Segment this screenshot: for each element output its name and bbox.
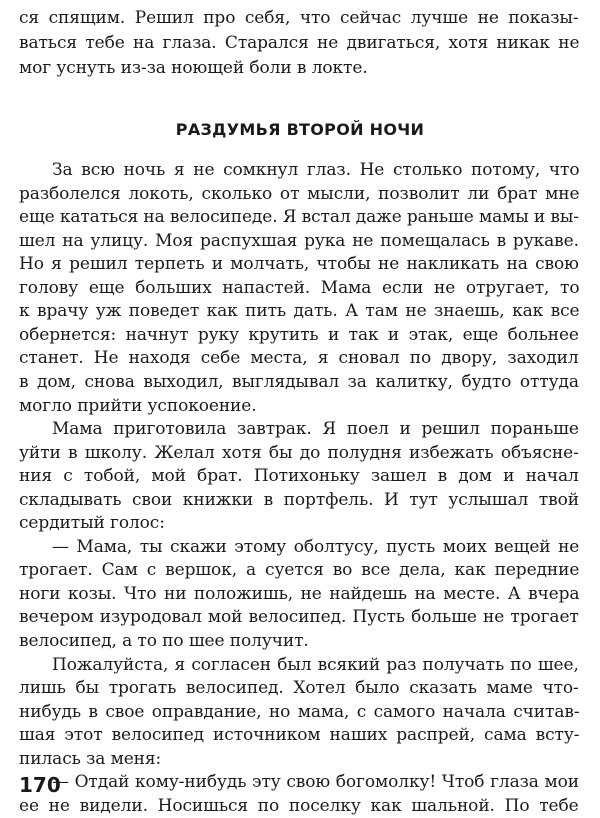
- text-line: голову еще больших напастей. Мама если не отругает, то: [19, 278, 580, 298]
- text-line: сердитый голос:: [19, 513, 165, 533]
- text-line: трогает. Сам с вершок, а суется во все дела, как передние: [19, 560, 580, 580]
- text-line: Но я решил терпеть и молчать, чтобы не накликать на свою: [19, 254, 579, 274]
- text-line: ноги козы. Что ни положишь, не найдешь на месте. А вчера: [19, 584, 580, 604]
- text-line: шел на улицу. Моя распухшая рука не помещалась в рукаве.: [19, 231, 579, 251]
- text-line: вечером изуродовал мой велосипед. Пусть больше не трогает: [19, 607, 579, 627]
- text-line: — Мама, ты скажи этому оболтусу, пусть моих вещей не: [52, 537, 580, 557]
- text-line: еще кататься на велосипеде. Я встал даже раньше мамы и вы-: [19, 207, 579, 227]
- text-line: Пожалуйста, я согласен был всякий раз получать по шее,: [52, 655, 579, 675]
- text-line: пилась за меня:: [19, 749, 162, 769]
- text-line: нибудь в свое оправдание, но мама, с самого начала считав-: [19, 702, 580, 722]
- text-line: За всю ночь я не сомкнул глаз. Не столько потому, что: [52, 160, 580, 180]
- text-line: мог уснуть из-за ноющей боли в локте.: [19, 58, 368, 78]
- text-line: шая этот велосипед источником наших распрей, сама всту-: [19, 725, 580, 745]
- text-line: станет. Не находя себе места, я сновал по двору, заходил: [19, 348, 579, 368]
- text-line: разболелся локоть, сколько от мысли, позволит ли брат мне: [19, 184, 580, 204]
- text-line: ся спящим. Решил про себя, что сейчас лучше не показы-: [19, 8, 579, 28]
- text-line: складывать свои книжки в портфель. И тут услышал твой: [19, 490, 579, 510]
- text-line: к врачу уж поведет как пить дать. А там не знаешь, как все: [19, 301, 580, 321]
- text-line: лишь бы трогать велосипед. Хотел было сказать маме что-: [19, 678, 579, 698]
- page-number: 170: [19, 773, 61, 797]
- text-line: велосипед, а то по шее получит.: [19, 631, 309, 651]
- text-line: Мама приготовила завтрак. Я поел и решил пораньше: [52, 419, 579, 439]
- text-line: ния с тобой, мой брат. Потихоньку зашел в дом и начал: [19, 466, 579, 486]
- text-line: обернется: начнут руку крутить и так и этак, еще больнее: [19, 325, 579, 345]
- text-line: уйти в школу. Желал хотя бы до полудня избежать объясне-: [19, 443, 579, 463]
- chapter-heading: РАЗДУМЬЯ ВТОРОЙ НОЧИ: [175, 120, 425, 139]
- text-line: — Отдай кому-нибудь эту свою богомолку! Чтоб глаза мои: [52, 772, 579, 792]
- text-line: могло прийти успокоение.: [19, 396, 257, 416]
- text-line: в дом, снова выходил, выглядывал за калитку, будто оттуда: [19, 372, 579, 392]
- text-line: ее не видели. Носишься по поселку как шальной. По тебе: [19, 796, 579, 816]
- text-line: ваться тебе на глаза. Старался не двигаться, хотя никак не: [19, 33, 580, 53]
